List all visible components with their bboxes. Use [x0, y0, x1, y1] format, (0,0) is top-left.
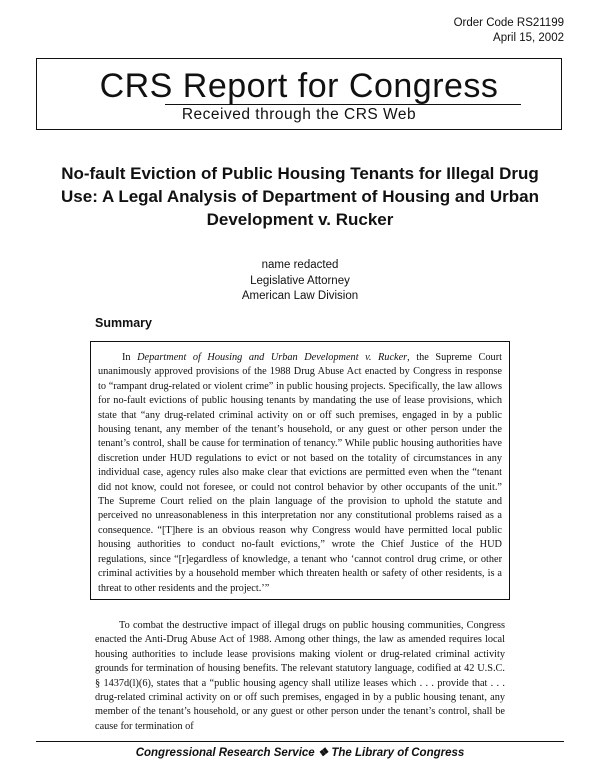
summary-box [90, 341, 510, 600]
footer: Congressional Research Service ❖ The Library of Congress [135, 747, 465, 759]
masthead [36, 58, 562, 130]
report-date: April 15, 2002 [493, 32, 564, 44]
summary-paragraph [98, 351, 502, 596]
masthead-title: CRS Report for Congress [99, 67, 499, 105]
body-paragraph: To combat the destructive impact of illegal drugs on public housing communities, Congress enacted the Anti-Drug Abuse Act of 1988. Among other things, the law as amended requires local housing authorities to include lease provisions making violent or drug-related criminal activity grounds for termination of housing benefits. The relevant statutory language, codified at 42 U.S.C. § 1437d(l)(6), states that a “public housing agency shall utilize leases which . . . provide that . . . drug-related criminal activity on or off such premises, engaged in by a public housing tenant, any member of the tenant’s household, or any guest or other person under the tenant’s control, shall be cause for termination of [95, 620, 505, 732]
body-text [95, 619, 505, 734]
author-division: American Law Division [241, 290, 359, 302]
author-position: Legislative Attorney [250, 274, 350, 287]
footer-divider [36, 741, 564, 742]
author-block [0, 258, 600, 305]
summary-text: , the Supreme Court unanimously approved provisions of the 1988 Drug Abuse Act enacted by Congress in response to “rampant drug-related or violent crime” in public housing projects. Specifically, the law allows for no-fault evictions of public housing tenants by mandating the use of lease provisions, which state that “any drug-related criminal activity on or off such premises, engaged in by a public housing tenant, any member of the tenant’s household, or any guest or other person under the tenant’s control, shall be cause for termination of tenancy.” While public housing authorities have discretion under HUD regulations to evict or not based on the totality of circumstances in any individual case, agency rules also make clear that evictions are permitted even when the “tenant did not know, could not foresee, or could not control behavior by other occupants of the unit.” The Supreme Court relied on the plain language of the provision to uphold the statute and perceived no unreasonableness in this interpretation nor any constitutional problems raised as a consequence. “[T]here is an obvious reason why Congress would have permitted local public housing authorities to conduct no-fault evictions,” wrote the Chief Justice of the HUD regulations, since “[r]egardless of knowledge, a tenant who ‘cannot control drug crime, or other criminal activities by a household member which threaten health or safety of other residents, is a threat to other residents and the project.’” [98, 352, 502, 594]
summary-lead-in: In [122, 352, 138, 363]
report-title: No-fault Eviction of Public Housing Tenants for Illegal Drug Use: A Legal Analysis of Department of Housing and Urban Development v. Rucker [61, 164, 539, 229]
summary-heading: Summary [95, 316, 152, 330]
order-code-block [454, 16, 564, 46]
masthead-subtitle: Received through the CRS Web [181, 106, 417, 123]
summary-case-name: Department of Housing and Urban Development v. Rucker [137, 352, 408, 363]
author-name: name redacted [261, 259, 339, 271]
order-code: Order Code RS21199 [453, 17, 564, 29]
